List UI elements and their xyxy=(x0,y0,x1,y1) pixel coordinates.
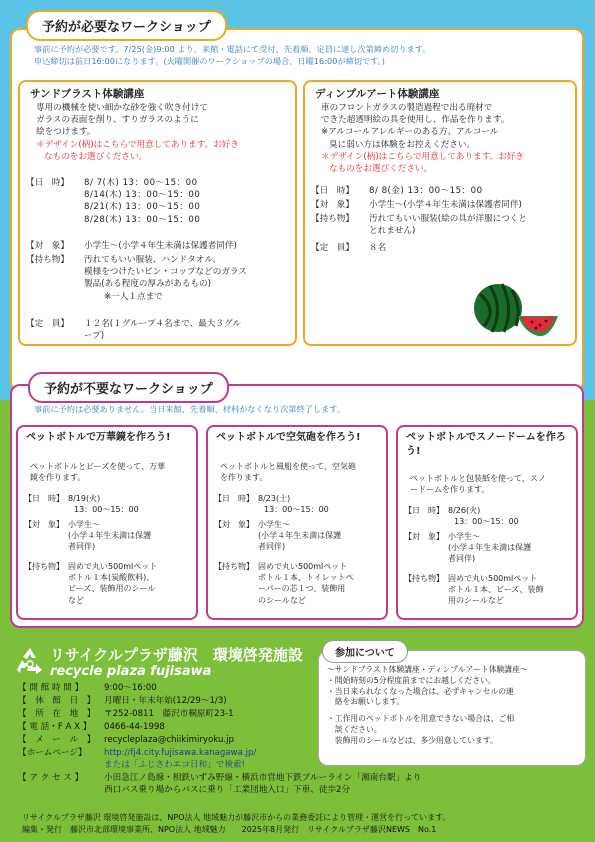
card-description xyxy=(220,461,382,483)
value-line: 模様をつけたいビン・コップなどのガラス xyxy=(84,267,247,278)
value xyxy=(84,254,247,303)
value xyxy=(448,531,574,565)
value-line: 固めで丸い500mlペット xyxy=(448,574,538,583)
air-cannon-card xyxy=(206,425,388,620)
dimple-art-description xyxy=(321,102,524,175)
date-item: 8/14(木) 13：00～15：00 xyxy=(84,190,201,201)
desc-line: を作ります。 xyxy=(220,473,268,483)
value-line: 13：00～15：00 xyxy=(264,505,329,515)
date-item: 8/ 7(木) 13：00～15：00 xyxy=(84,178,198,188)
info-value: http://fj4.city.fujisawa.kanagawa.jp/ xyxy=(104,748,257,758)
label: 【日 時】 xyxy=(214,494,254,503)
value-line: ビーズ、装飾用のシール xyxy=(68,584,156,594)
snow-dome-card xyxy=(396,425,578,620)
credit-line: 編集・発行 藤沢市北部環境事業所、NPO法人 地域魅力 2025年8月発行 リサイクルプラザ藤沢NEWS No.1 xyxy=(22,825,437,834)
date-list xyxy=(84,177,200,226)
desc-line: 臭に弱い方は体験をお控えください。 xyxy=(329,139,476,150)
credit-line: リサイクルプラザ藤沢 環境啓発施設は、NPO法人 地域魅力が藤沢市からの業務委託により管理・運営を行っています。 xyxy=(22,813,451,822)
info-value: 小田急江ノ島線・相鉄いずみ野線・横浜市営地下鉄ブルーライン「湘南台駅」より xyxy=(104,773,422,783)
value-line: 者同伴) xyxy=(448,554,476,564)
label: 【対 象】 xyxy=(24,520,64,529)
info-key: 【 所 在 地 】 xyxy=(18,709,96,719)
reserved-notice-line: 事前に予約が必要です。7/25(金)9:00 より、来館・電話にて受付、先着順、定員に達し次第締め切ります。 xyxy=(34,44,431,54)
value-line: 8/26(火) xyxy=(448,506,481,515)
sandblast-title: サンドブラスト体験講座 xyxy=(30,88,145,100)
desc-line: ペットボトルと風船を使って、空気砲 xyxy=(220,462,356,471)
facility-info-row xyxy=(18,696,227,707)
value-line: 8/19(火) xyxy=(68,494,101,503)
value xyxy=(369,213,527,237)
value-line: など xyxy=(68,595,84,605)
value-line: 汚れてもいい服装、ハンドタオル、 xyxy=(84,255,221,265)
facility-info-row[interactable] xyxy=(18,748,256,759)
value xyxy=(448,573,574,607)
info-key: 【 ア ク セ ス 】 xyxy=(18,773,84,783)
info-value: 〒252-0811 藤沢市桐原町23-1 xyxy=(104,709,234,719)
participation-title: 参加について xyxy=(322,640,408,663)
value-line: 小学生～ xyxy=(448,532,480,541)
desc-line: 専用の機械を使い細かな砂を強く吹き付けて xyxy=(36,103,208,113)
facility-name-en: recycle plaza fujisawa xyxy=(50,664,212,679)
label: 【対 象】 xyxy=(404,532,444,541)
value-line: ボトル１本、トイレットペ xyxy=(258,573,354,583)
date-item: 8/28(木) 13：00～15：00 xyxy=(84,214,201,225)
participation-line: 談ください。 xyxy=(327,725,382,734)
value-line: 固めで丸い500mlペット xyxy=(258,562,348,571)
date-item: 8/21(木) 13：00～15：00 xyxy=(84,202,201,213)
value-line: ープ) xyxy=(84,331,105,342)
facility-info-row xyxy=(18,773,421,784)
label: 【日 時】 xyxy=(26,178,69,188)
label: 【対 象】 xyxy=(214,520,254,529)
value-line: １２名(１グループ４名まで、最大３グル xyxy=(84,319,241,329)
recycle-icon xyxy=(14,646,46,676)
label: 【日 時】 xyxy=(24,494,64,503)
desc-line: できた超透明絵の具を使用し、作品を作ります。 xyxy=(321,115,510,126)
label: 【持ち物】 xyxy=(311,214,354,224)
info-value: 月曜日・年末年始(12/29～1/3) xyxy=(104,696,227,706)
value xyxy=(68,519,194,553)
kaleidoscope-card xyxy=(16,425,198,620)
reserved-notice-line: 申込締切は前日16:00になります。(火曜開催のワークショップの場合、日曜16:00が締切です。) xyxy=(34,55,385,66)
desc-line: 車のフロントガラスの製造過程で出る廃材で xyxy=(321,103,493,113)
value-line: 小学生～ xyxy=(258,520,290,529)
label: 【持ち物】 xyxy=(404,574,444,583)
participation-box xyxy=(318,650,586,766)
facility-info-row[interactable] xyxy=(18,735,234,746)
label: 【対 象】 xyxy=(311,200,354,210)
value-line: (小学４年生未満は保護 xyxy=(448,543,532,553)
label: 【日 時】 xyxy=(404,506,444,515)
card-description xyxy=(30,461,192,483)
sandblast-description xyxy=(36,102,239,163)
sandblast-card xyxy=(18,80,297,346)
value-line: ボトル１本(炭酸飲料)、 xyxy=(68,573,155,583)
info-value: または「ふじさわエコ日和」で検索! xyxy=(104,760,245,770)
value-line: 者同伴) xyxy=(258,542,286,552)
value-line: とれません) xyxy=(369,226,416,237)
facility-info-row xyxy=(18,722,165,733)
info-key: 【 メ ー ル 】 xyxy=(18,735,96,745)
participation-line: ～サンドブラスト体験講座・ディンプルアート体験講座～ xyxy=(327,665,528,674)
label: 【持ち物】 xyxy=(214,562,254,571)
card-title: ペットボトルでスノードームを作ろう! xyxy=(406,432,566,457)
value-line: 小学生～ xyxy=(68,520,100,529)
card-description xyxy=(410,473,572,495)
info-value: 西口バス乗り場からバスに乗り「工業団地入口」下車、徒歩2分 xyxy=(104,785,351,795)
desc-line: ペットボトルと包装紙を使って、スノ xyxy=(410,474,546,483)
info-key: 【 電 話・F A X 】 xyxy=(18,722,92,732)
facility-info-row xyxy=(18,683,157,694)
design-note: なものをお選びください。 xyxy=(329,164,433,175)
label: 【持ち物】 xyxy=(26,255,69,265)
sandblast-items xyxy=(26,254,291,314)
participation-line: 装飾用のシールなどは、多少用意しています。 xyxy=(327,735,498,745)
value-line: 用のシールなど xyxy=(448,596,504,606)
walk-in-section-title: 予約が不要なワークショップ xyxy=(28,372,229,403)
value-line: ※一人１点まで xyxy=(104,291,163,302)
value-line: 汚れてもいい服装(絵の具が洋服につくと xyxy=(369,214,527,224)
value: 小学生～(小学４年生未満は保護者同伴) xyxy=(369,200,522,210)
value: 8/ 8(金) 13：00～15：00 xyxy=(369,186,483,196)
reserved-notice xyxy=(34,44,574,68)
desc-line: ペットボトルとビーズを使って、万華 xyxy=(30,462,166,471)
participation-line: ・工作用のペットボトルを用意できない場合は、ご相 xyxy=(327,714,515,724)
desc-line: 絵をつけます。 xyxy=(36,127,96,138)
label: 【対 象】 xyxy=(26,241,69,251)
card-title: ペットボトルで空気砲を作ろう! xyxy=(216,432,361,443)
reserved-section-title: 予約が必要なワークショップ xyxy=(26,10,227,41)
card-title: ペットボトルで万華鏡を作ろう! xyxy=(26,432,171,443)
value-line: のシールなど xyxy=(258,595,306,605)
facility-info-row xyxy=(18,709,234,720)
value xyxy=(258,493,384,515)
info-value: recycleplaza@chiikimiryoku.jp xyxy=(104,735,235,745)
info-key: 【 開 館 時 間 】 xyxy=(18,683,84,693)
value-line: 固めで丸い500mlペット xyxy=(68,562,158,571)
value xyxy=(68,561,194,606)
participation-line: ・当日来られなくなった場合は、必ずキャンセルの連 xyxy=(327,686,514,696)
info-key: 【ホームページ】 xyxy=(18,748,87,758)
value xyxy=(258,561,384,606)
design-note: なものをお選びください。 xyxy=(44,151,148,162)
info-value: 0466-44-1998 xyxy=(104,722,165,732)
value xyxy=(258,519,384,553)
desc-line: ガラスの表面を削り、すりガラスのように xyxy=(36,115,199,126)
facility-name: リサイクルプラザ藤沢 環境啓発施設 xyxy=(50,646,303,664)
desc-line: ードームを作ります。 xyxy=(410,485,490,495)
desc-line: 鏡を作ります。 xyxy=(30,473,86,483)
facility-info-row xyxy=(18,760,245,771)
info-key: 【 休 館 日 】 xyxy=(18,696,96,706)
design-note: ＊デザイン(柄)はこちらで用意してあります。お好き xyxy=(36,139,239,150)
label: 【定 員】 xyxy=(311,243,354,253)
value-line: 13：00～15：00 xyxy=(74,505,139,515)
info-value: 9:00～16:00 xyxy=(104,683,157,693)
value: ８名 xyxy=(369,243,387,253)
participation-line: 絡をお願いします。 xyxy=(327,697,405,707)
facility-logo xyxy=(14,644,324,680)
label: 【定 員】 xyxy=(26,319,69,329)
value-line: (小学４年生未満は保護 xyxy=(68,531,152,541)
value-line: (小学４年生未満は保護 xyxy=(258,531,342,541)
value-line: 13：00～15：00 xyxy=(454,517,519,527)
watermelon-icon xyxy=(470,280,560,340)
design-note: ＊デザイン(柄)はこちらで用意してあります。お好き xyxy=(321,151,524,162)
value-line: ーパーの芯１つ、装飾用 xyxy=(258,584,346,594)
value-line: ボトル１本、ビーズ、装飾 xyxy=(448,585,544,595)
sandblast-dates xyxy=(26,177,291,237)
label: 【日 時】 xyxy=(311,186,354,196)
value xyxy=(84,318,241,342)
value-line: 8/23(土) xyxy=(258,494,291,503)
facility-info-row xyxy=(18,785,350,796)
value xyxy=(68,493,194,515)
label: 【持ち物】 xyxy=(24,562,64,571)
value xyxy=(448,505,574,527)
value-line: 製品(ある程度の厚みがあるもの) xyxy=(84,279,212,290)
dimple-art-title: ディンプルアート体験講座 xyxy=(315,88,440,100)
participation-line: ・開始時刻の5分程度前までにお越しください。 xyxy=(327,675,496,685)
value: 小学生～(小学４年生未満は保護者同伴) xyxy=(84,241,237,251)
value-line: 者同伴) xyxy=(68,542,96,552)
desc-line: ※アルコールアレルギーのある方、アルコール xyxy=(321,127,499,138)
walk-in-notice: 事前に予約は必要ありません。当日来館、先着順、材料がなくなり次第終了します。 xyxy=(34,404,345,414)
